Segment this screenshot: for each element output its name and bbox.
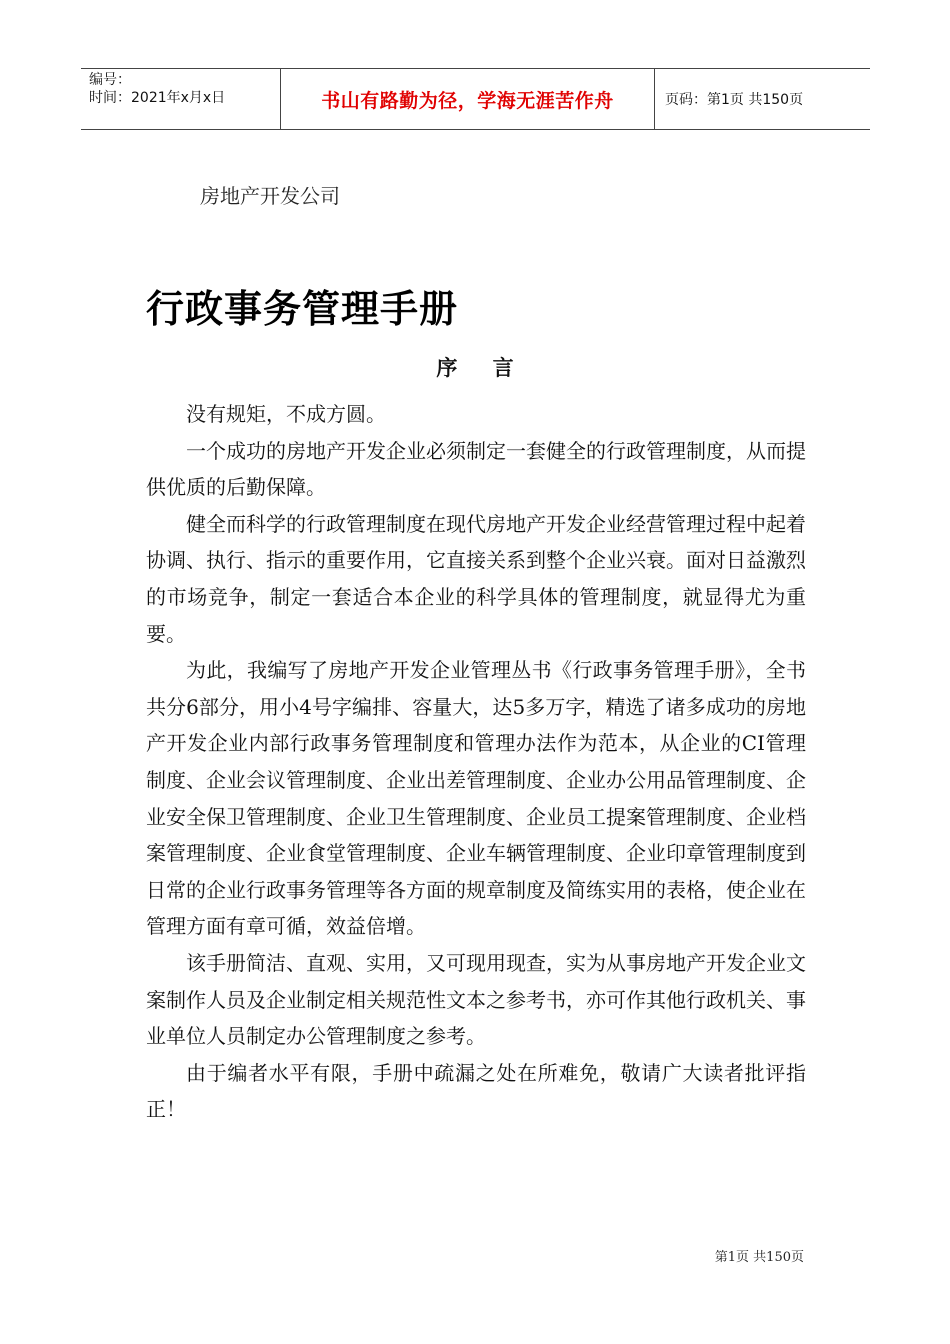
paragraph: 该手册简洁、直观、实用，又可现用现查，实为从事房地产开发企业文案制作人员及企业制定相关规范性文本之参考书，亦可作其他行政机关、事业单位人员制定办公管理制度之参考。	[146, 950, 806, 1049]
header-page-info: 页码：第1页 共150页	[665, 92, 804, 108]
page-footer: 第1页 共150页	[714, 1250, 804, 1265]
header-page-info-cell	[655, 69, 870, 129]
header-time-label: 时间：2021年x月x日	[89, 90, 226, 106]
header-motto-cell	[281, 69, 655, 129]
document-title: 行政事务管理手册	[146, 287, 459, 331]
paragraph: 为此，我编写了房地产开发企业管理丛书《行政事务管理手册》，全书共分6部分，用小4号字编排、容量大，达5多万字，精选了诸多成功的房地产开发企业内部行政事务管理制度和管理办法作为范本，从企业的CI管理制度、企业会议管理制度、企业出差管理制度、企业办公用品管理制度、企业安全保卫管理制度、企业卫生管理制度、企业员工提案管理制度、企业档案管理制度、企业食堂管理制度、企业车辆管理制度、企业印章管理制度到日常的企业行政事务管理等各方面的规章制度及简练实用的表格，使企业在管理方面有章可循，效益倍增。	[146, 658, 806, 939]
company-name: 房地产开发公司	[200, 184, 340, 208]
paragraph: 没有规矩，不成方圆。	[186, 402, 386, 426]
header-meta	[81, 69, 281, 129]
preface-body	[146, 396, 806, 1128]
paragraph: 由于编者水平有限，手册中疏漏之处在所难免，敬请广大读者批评指正！	[146, 1060, 806, 1122]
header-number-label: 编号：	[89, 72, 131, 88]
page-header	[81, 68, 870, 130]
paragraph: 一个成功的房地产开发企业必须制定一套健全的行政管理制度，从而提供优质的后勤保障。	[146, 438, 806, 500]
header-motto: 书山有路勤为径，学海无涯苦作舟	[321, 89, 614, 112]
paragraph: 健全而科学的行政管理制度在现代房地产开发企业经营管理过程中起着协调、执行、指示的重要作用，它直接关系到整个企业兴衰。面对日益激烈的市场竞争，制定一套适合本企业的科学具体的管理制度，就显得尤为重要。	[146, 511, 806, 646]
section-heading: 序 言	[436, 355, 528, 380]
